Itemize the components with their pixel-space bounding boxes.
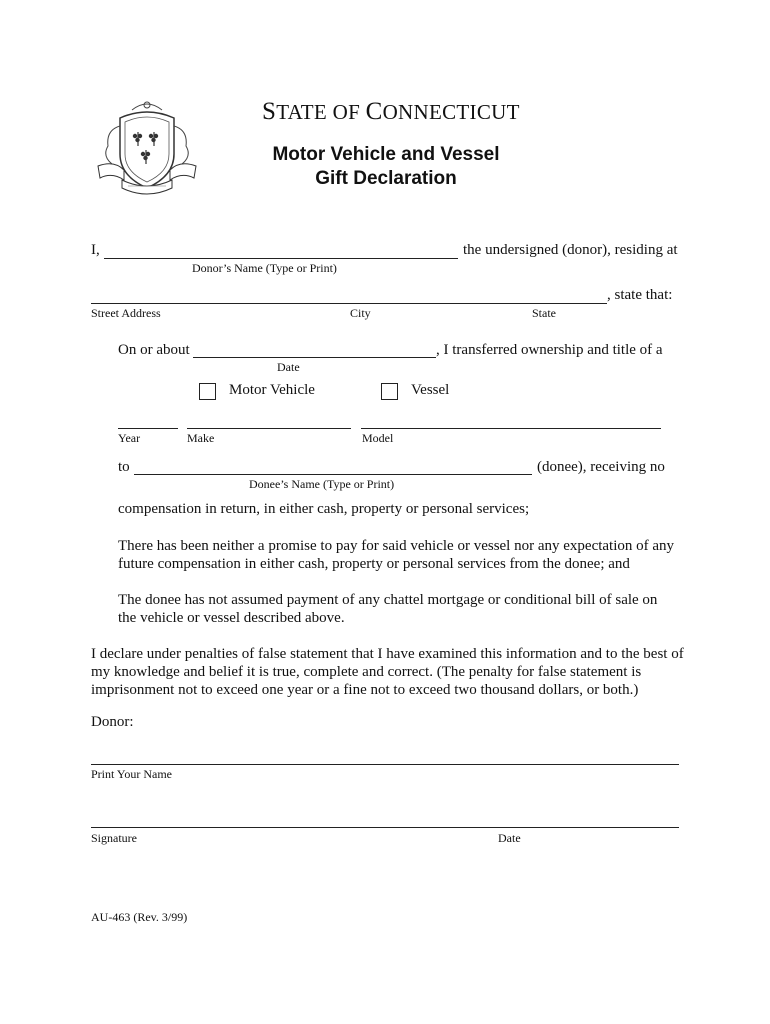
donor-name-field[interactable] (104, 258, 458, 259)
assumed-paragraph: The donee has not assumed payment of any chattel mortgage or conditional bill of sale on the vehicle or vessel described above. (118, 592, 658, 626)
signature-label: Signature (91, 831, 137, 845)
print-name-field[interactable] (91, 764, 679, 765)
compensation-paragraph: compensation in return, in either cash, property or personal services; (118, 501, 530, 517)
donor-name-label: Donor’s Name (Type or Print) (192, 261, 337, 275)
donee-name-label: Donee’s Name (Type or Print) (249, 477, 395, 491)
form-title-line2: Gift Declaration (315, 168, 457, 189)
form-title (236, 143, 536, 191)
year-label: Year (118, 431, 141, 445)
to-prefix: to (118, 459, 130, 475)
form-title-line1: Motor Vehicle and Vessel (272, 144, 500, 165)
model-field[interactable] (361, 428, 661, 429)
promise-paragraph: There has been neither a promise to pay for said vehicle or vessel nor any expectation of any future compensation in either cash, property or personal services from the donee; and (118, 538, 675, 572)
donee-name-field[interactable] (134, 474, 532, 475)
address-field[interactable] (91, 303, 607, 304)
on-or-about-text: On or about (118, 342, 190, 358)
undersigned-text: the undersigned (donor), residing at (463, 242, 678, 258)
print-name-label: Print Your Name (91, 767, 173, 781)
donee-text: (donee), receiving no (537, 459, 665, 475)
transferred-text: , I transferred ownership and title of a (436, 342, 663, 358)
make-field[interactable] (187, 428, 351, 429)
motor-vehicle-label: Motor Vehicle (229, 382, 315, 398)
form-number: AU-463 (Rev. 3/99) (91, 910, 188, 924)
city-label: City (350, 306, 371, 320)
state-that-text: , state that: (607, 287, 673, 303)
year-field[interactable] (118, 428, 178, 429)
motor-vehicle-checkbox[interactable] (199, 383, 216, 400)
date-label: Date (277, 360, 300, 374)
donor-label: Donor: (91, 714, 134, 730)
state-label: State (532, 306, 556, 320)
model-label: Model (362, 431, 394, 445)
state-title: STATE OF CONNECTICUT (262, 98, 520, 125)
signature-field[interactable] (91, 827, 679, 828)
street-address-label: Street Address (91, 306, 161, 320)
vessel-checkbox[interactable] (381, 383, 398, 400)
state-seal-logo (94, 96, 200, 206)
i-prefix: I, (91, 242, 100, 258)
vessel-label: Vessel (411, 382, 450, 398)
declaration-paragraph: I declare under penalties of false statement that I have examined this information and to the best of my knowledge and belief it is true, complete and correct. (The penalty for false statement is imprisonment not to exceed one year or a fine not to exceed two thousand dollars, or both.) (91, 646, 684, 698)
signature-date-label: Date (498, 831, 521, 845)
make-label: Make (187, 431, 215, 445)
transfer-date-field[interactable] (193, 357, 436, 358)
